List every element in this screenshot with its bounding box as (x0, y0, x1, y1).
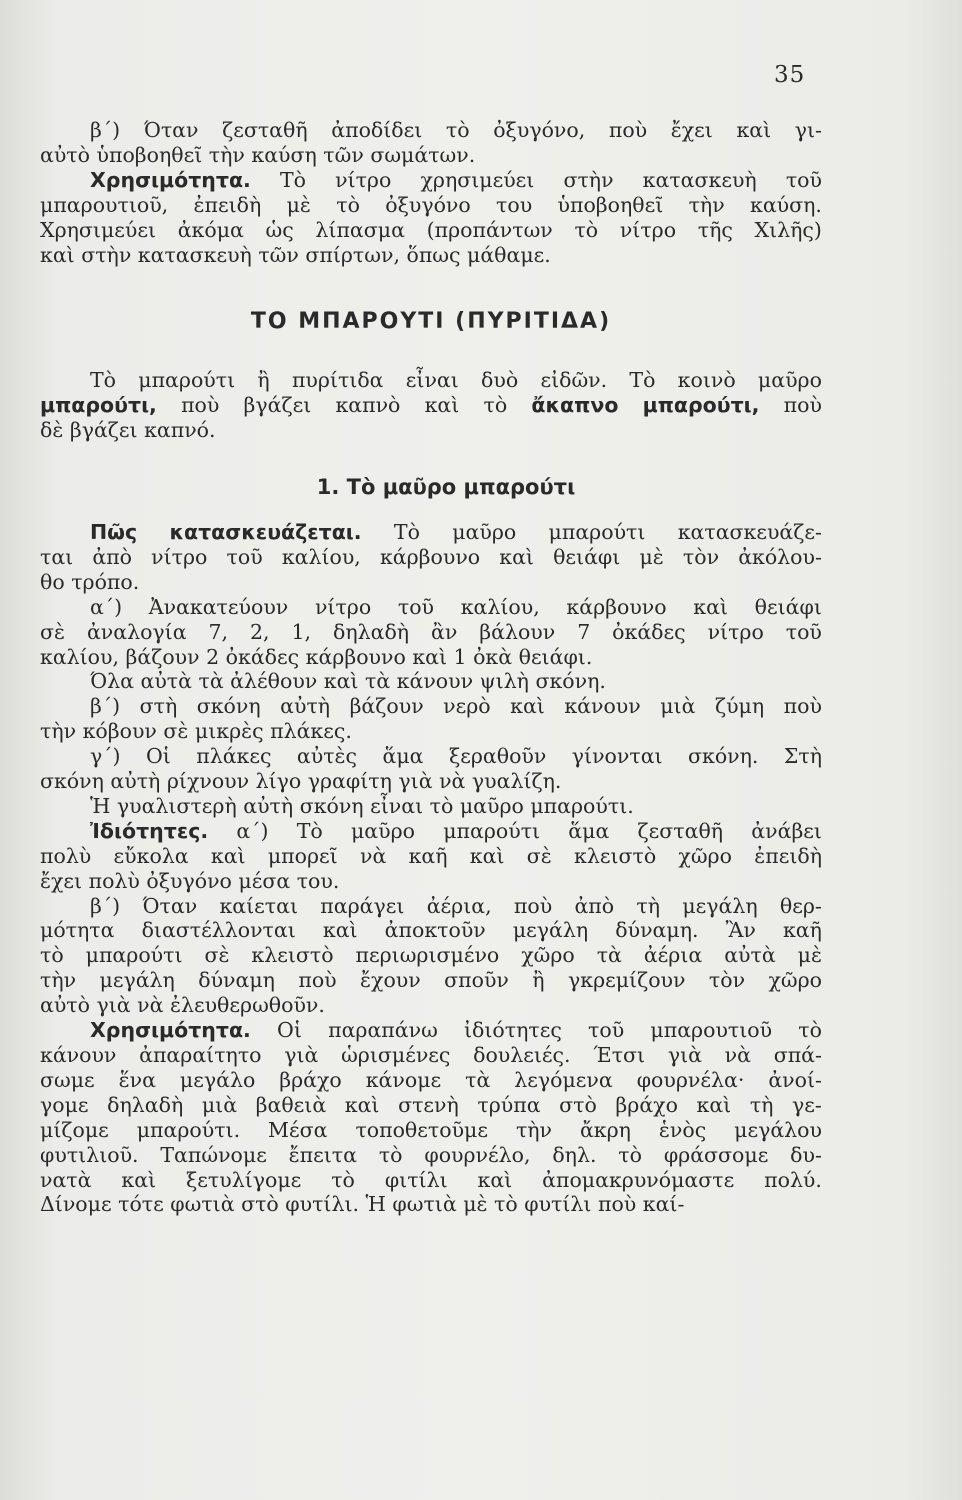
word: ἔχουν (360, 968, 421, 993)
word: σὲ (526, 843, 552, 868)
word: καύση. (750, 192, 822, 217)
text-line (40, 570, 822, 595)
line-text: Όλα αὐτὰ τὰ ἀλέθουν καὶ τὰ κάνουν ψιλὴ σκόνη. (90, 669, 606, 694)
word: Ἂν (725, 918, 756, 943)
word: καὶ (736, 118, 772, 142)
word: ποὺ (783, 393, 822, 418)
word: νίτρο (314, 594, 372, 619)
text-line (40, 118, 822, 143)
word: Πῶς (90, 519, 138, 544)
word: ὀξυγόνο (385, 192, 471, 217)
text-line (40, 595, 822, 620)
word: νίτρο (619, 217, 677, 242)
word: στὸ (559, 1092, 597, 1117)
word: σπά- (773, 1043, 822, 1067)
word: γιὰ (284, 1043, 319, 1067)
word: ἑνὸς (658, 1117, 707, 1142)
word: κάνουν (564, 694, 641, 719)
word: Χρησιμότητα. (90, 1018, 251, 1043)
text-line (40, 744, 822, 769)
line-text: δὲ βγάζει καπνό. (40, 418, 216, 443)
word: γομε (40, 1092, 89, 1117)
word: καλίου, (460, 594, 540, 619)
word: γίνονται (571, 744, 663, 769)
word: καίεται (219, 893, 298, 918)
word: ποὺ (608, 118, 648, 142)
word: ἂν (431, 619, 458, 644)
word: νὰ (359, 843, 387, 868)
word: τὴ (749, 1092, 774, 1117)
word: (προπάντων (426, 217, 553, 242)
text-line (40, 1093, 822, 1118)
word: ἅμα (568, 818, 610, 843)
word: τὸ (331, 1167, 355, 1192)
word: ἅμα (382, 744, 424, 769)
word: ἄκαπνο (531, 393, 619, 418)
paragraph-block-intro (40, 368, 822, 443)
word: παραπάνω (328, 1018, 438, 1043)
text-line (40, 1018, 822, 1043)
word: καὶ (344, 1092, 380, 1117)
word: γκρεμίζουν (568, 968, 686, 993)
word: τὸ (483, 393, 508, 418)
word: α΄) (236, 818, 269, 843)
section-heading: ΤΟ ΜΠΑΡΟΥΤΙ (ΠΥΡΙΤΙΔΑ) (250, 309, 612, 335)
word: μεγάλη (99, 968, 175, 993)
word: σκόνη. (688, 744, 759, 769)
word: ξετυλίγομε (186, 1167, 302, 1192)
text-line (40, 620, 822, 645)
text-line (40, 694, 822, 719)
line-text: τὴν κόβουν σὲ μικρὲς πλάκες. (40, 719, 352, 744)
word: καὶ (693, 594, 728, 619)
word: Ταπώνομε (160, 1142, 267, 1167)
word: μεγάλη (682, 893, 758, 918)
text-line (40, 869, 822, 894)
word: φουρνέλο, (424, 1142, 531, 1167)
word: καῆ (408, 843, 448, 868)
word: ὀκάδες (612, 619, 686, 644)
word: φουρνέλα· (636, 1067, 745, 1092)
word: ἀέρια, (426, 893, 492, 918)
word: χῶρο (521, 943, 575, 968)
word: ὡς (265, 217, 294, 242)
line-text: σκόνη αὐτὴ ρίχνουν λίγο γραφίτη γιὰ νὰ γυαλίζη. (40, 769, 562, 794)
word: μιὰ (201, 1092, 238, 1117)
word: ἄκρη (579, 1117, 631, 1142)
word: μίζομε (40, 1117, 109, 1142)
word: ἔχει (670, 118, 713, 142)
line-text: αὐτὸ γιὰ νὰ ἐλευθερωθοῦν. (40, 993, 325, 1018)
text-line (40, 894, 822, 919)
text-line (40, 844, 822, 869)
text-line (40, 943, 822, 968)
word: τὸ (378, 1142, 403, 1167)
word: Όταν (142, 893, 198, 918)
word: τὸν (708, 968, 746, 993)
word: Τὸ (393, 519, 420, 544)
word: μὲ (797, 943, 822, 968)
word: ποὺ (513, 893, 553, 918)
word: βράχο (615, 1092, 678, 1117)
word: ποὺ (783, 694, 822, 719)
word: κλειστὸ (574, 843, 657, 868)
text-line (40, 645, 822, 670)
word: κάνουν (40, 1043, 117, 1067)
word: βγάζει (243, 393, 312, 418)
word: γ΄) (90, 744, 121, 769)
text-line (40, 545, 822, 570)
text-line (40, 143, 822, 168)
text-line (40, 918, 822, 943)
word: Τὸ (90, 368, 117, 393)
word: τοῦ (397, 594, 435, 619)
text-line (40, 819, 822, 844)
word: νατὰ (40, 1167, 92, 1192)
word: διαστέλλονται (141, 918, 296, 943)
text-line (40, 794, 822, 819)
page-number: 35 (774, 62, 806, 88)
text-line (40, 669, 822, 694)
word: καὶ (477, 1167, 513, 1192)
word: εἰδῶν. (540, 368, 608, 393)
word: Τὸ (279, 167, 306, 192)
text-line (40, 168, 822, 193)
word: Χιλῆς) (754, 217, 822, 242)
word: ἀπὸ (92, 544, 133, 569)
word: τὸ (40, 943, 64, 968)
line-text: Δίνομε τότε φωτιὰ στὸ φυτίλι. Ἡ φωτιὰ μὲ τὸ φυτίλι ποὺ καί- (40, 1192, 685, 1217)
word: μπαρουτιοῦ (650, 1018, 773, 1043)
word: 7 (577, 619, 591, 644)
page-body (40, 118, 822, 1217)
word: ἀναλογία (86, 619, 187, 644)
word: ὡρισμένες (341, 1043, 451, 1067)
word: καπνὸ (335, 393, 401, 418)
word: Έτσι (593, 1043, 646, 1067)
word: τὸ (336, 192, 360, 217)
text-line (40, 418, 822, 443)
text-line (40, 719, 822, 744)
word: ξεραθοῦν (448, 744, 547, 769)
word: τὸν (682, 544, 720, 569)
word: στὴ (139, 694, 178, 719)
word: δουλειές. (473, 1043, 571, 1067)
word: ἀποδίδει (331, 118, 423, 142)
word: ἀνάβει (751, 818, 822, 843)
word: του (496, 192, 533, 217)
word: πολύ. (764, 1167, 822, 1192)
word: πολὺ (40, 843, 92, 868)
paragraph-block-black-powder (40, 520, 822, 1217)
word: ται (40, 544, 74, 569)
word: ἀκόμα (177, 217, 244, 242)
word: Τὸ (629, 368, 656, 393)
word: πλάκες (196, 744, 272, 769)
word: χῶρο (768, 968, 822, 993)
word: σκόνη (196, 694, 261, 719)
word: μιὰ (660, 694, 696, 719)
word: εἶναι (405, 368, 459, 393)
word: μαῦρο (757, 368, 822, 393)
line-text: Ἡ γυαλιστερὴ αὐτὴ σκόνη εἶναι τὸ μαῦρο μπαρούτι. (90, 793, 634, 818)
text-line (40, 1118, 822, 1143)
word: βαθειὰ (255, 1092, 327, 1117)
word: ἀπὸ (574, 893, 615, 918)
text-line (40, 968, 822, 993)
word: μεγάλη (512, 918, 589, 943)
word: τοῦ (226, 544, 263, 569)
word: φυτιλιοῦ. (40, 1142, 139, 1167)
word: γι- (794, 118, 822, 142)
word: στενὴ (398, 1092, 459, 1117)
word: ὑποβοηθεῖ (557, 192, 664, 217)
word: αὐτὲς (296, 744, 358, 769)
word: γε- (792, 1092, 822, 1117)
word: β΄) (90, 694, 121, 719)
text-line (40, 1168, 822, 1193)
word: ζεσταθῆ (637, 818, 724, 843)
word: τὰ (465, 1067, 491, 1092)
word: χρησιμεύει (420, 167, 535, 192)
word: κατασκευάζε- (677, 519, 822, 544)
word: πυρίτιδα (291, 368, 384, 393)
text-line (40, 1143, 822, 1168)
text-line (40, 520, 822, 545)
word: περιωρισμένο (355, 943, 500, 968)
word: ὀξυγόνο, (493, 118, 586, 142)
word: ἐπειδὴ (193, 192, 262, 217)
word: ἀπαραίτητο (139, 1043, 262, 1067)
word: κοινὸ (677, 368, 736, 393)
word: Στὴ (783, 744, 822, 769)
word: νερὸ (443, 694, 491, 719)
word: κάνομε (365, 1067, 442, 1092)
word: χῶρο (678, 843, 732, 868)
word: νίτρο (151, 544, 208, 569)
word: Τὸ (296, 818, 323, 843)
word: νὰ (724, 1043, 751, 1067)
word: καὶ (696, 1092, 732, 1117)
line-text: αὐτὸ ὑποβοηθεῖ τὴν καύση τῶν σωμάτων. (40, 142, 476, 167)
word: τῆς (697, 217, 733, 242)
word: ἀνοί- (768, 1067, 822, 1092)
word: ποὺ (181, 393, 220, 418)
word: θειάφι (553, 544, 621, 569)
word: τὰ (596, 943, 622, 968)
word: ἐπειδὴ (754, 843, 822, 868)
word: ἀκόλου- (738, 544, 822, 569)
word: βράχο (279, 1067, 342, 1092)
word: καλίου, (281, 544, 361, 569)
word: μπαρούτι (443, 818, 541, 843)
word: δυ- (790, 1142, 822, 1167)
word: μεγάλο (179, 1067, 256, 1092)
text-line (40, 393, 822, 418)
word: λεγόμενα (514, 1067, 613, 1092)
word: α΄) (90, 594, 123, 619)
word: καὶ (322, 918, 358, 943)
word: Ἰδιότητες. (90, 818, 209, 843)
word: μεγάλου (734, 1117, 822, 1142)
word: αὐτὴ (280, 694, 331, 719)
word: βάλουν (479, 619, 556, 644)
text-line (40, 193, 822, 218)
word: Ἀνακατεύουν (148, 594, 289, 619)
text-line (40, 1068, 822, 1093)
word: ἔπειτα (288, 1142, 357, 1167)
line-text: καλίου, βάζουν 2 ὀκάδες κάρβουνο καὶ 1 ὀκὰ θειάφι. (40, 644, 593, 669)
word: φιτίλι (384, 1167, 448, 1192)
word: δηλαδὴ (107, 1092, 184, 1117)
word: βάζουν (349, 694, 424, 719)
word: μπαρουτιοῦ, (40, 192, 169, 217)
word: κατασκευάζεται. (169, 519, 362, 544)
word: καῆ (782, 918, 822, 943)
word: μπαρούτι. (136, 1117, 241, 1142)
word: τὴν (688, 192, 725, 217)
word: ἢ (532, 968, 545, 993)
word: 7, (208, 619, 229, 644)
word: Μέσα (268, 1117, 328, 1142)
text-line (40, 243, 822, 268)
word: κατασκευὴ (642, 167, 757, 192)
word: εὔκολα (113, 843, 189, 868)
word: φράσσομε (663, 1142, 769, 1167)
word: παράγει (320, 893, 405, 918)
word: καὶ (499, 544, 534, 569)
word: δύναμη (198, 968, 275, 993)
word: καὶ (121, 1167, 157, 1192)
word: μπαρούτι (85, 943, 183, 968)
word: ζύμη (714, 694, 765, 719)
word: δύναμη. (615, 918, 699, 943)
word: σὲ (40, 619, 65, 644)
word: ἀέρια (643, 943, 703, 968)
word: μαῦρο (452, 519, 517, 544)
word: τοποθετοῦμε (355, 1117, 488, 1142)
word: τοῦ (785, 619, 822, 644)
word: τὸ (574, 217, 599, 242)
word: τὴν (515, 1117, 553, 1142)
word: τοῦ (785, 167, 822, 192)
word: στὴν (563, 167, 614, 192)
word: λίπασμα (315, 217, 405, 242)
word: τρύπα (477, 1092, 541, 1117)
word: σὲ (204, 943, 230, 968)
word: ἕνα (118, 1067, 156, 1092)
text-line (40, 1043, 822, 1068)
word: μπαρούτι, (642, 393, 760, 418)
text-line (40, 769, 822, 794)
word: Οἱ (145, 744, 171, 769)
word: ἀπομακρυνόμαστε (542, 1167, 735, 1192)
line-text: καὶ στὴν κατασκευὴ τῶν σπίρτων, ὅπως μάθαμε. (40, 242, 551, 267)
word: β΄) (90, 893, 121, 918)
word: τὸ (798, 1018, 822, 1043)
word: σωμε (40, 1067, 95, 1092)
word: τὴ (636, 893, 661, 918)
word: θειάφι (754, 594, 822, 619)
text-line (40, 993, 822, 1018)
line-text: ἔχει πολὺ ὀξυγόνο μέσα του. (40, 868, 340, 893)
word: ποὺ (298, 968, 337, 993)
word: Χρησιμεύει (40, 217, 157, 242)
word: τοῦ (588, 1018, 625, 1043)
word: β΄) (90, 118, 121, 142)
text-line (40, 218, 822, 243)
word: δυὸ (481, 368, 519, 393)
word: Όταν (143, 118, 199, 142)
word: θερ- (779, 893, 822, 918)
word: τὴν (40, 968, 77, 993)
word: δηλαδὴ (333, 619, 410, 644)
word: γιὰ (667, 1043, 702, 1067)
word: μὲ (639, 544, 664, 569)
word: ἀποκτοῦν (384, 918, 486, 943)
word: καὶ (469, 843, 505, 868)
word: κλειστὸ (251, 943, 334, 968)
word: τὸ (618, 1142, 642, 1167)
word: 2, (250, 619, 270, 644)
word: αὐτὰ (724, 943, 776, 968)
word: Χρησιμότητα. (90, 167, 251, 192)
line-text: θο τρόπο. (40, 569, 140, 594)
word: νίτρο (707, 619, 764, 644)
word: καὶ (510, 694, 545, 719)
subsection-heading: 1. Τὸ μαῦρο μπαρούτι (316, 475, 576, 500)
word: τὸ (445, 118, 470, 142)
word: ἰδιότητες (464, 1018, 562, 1043)
word: μότητα (40, 918, 115, 943)
paragraph-block-nitrate (40, 118, 822, 267)
word: ζεσταθῆ (222, 118, 308, 142)
word: μπαρούτι (138, 368, 236, 393)
word: δηλ. (552, 1142, 597, 1167)
word: μπαρούτι (548, 519, 646, 544)
word: μαῦρο (350, 818, 415, 843)
word: καὶ (424, 393, 460, 418)
word: ἢ (257, 368, 270, 393)
word: 1, (291, 619, 312, 644)
word: κάρβουνο (379, 544, 481, 569)
word: Οἱ (277, 1018, 302, 1043)
text-line (40, 368, 822, 393)
word: μπορεῖ (267, 843, 338, 868)
word: καὶ (210, 843, 246, 868)
word: μὲ (286, 192, 311, 217)
word: σποῦν (444, 968, 509, 993)
word: κάρβουνο (566, 594, 667, 619)
text-line (40, 1192, 822, 1217)
word: μπαρούτι, (40, 393, 157, 418)
word: νίτρο (335, 167, 392, 192)
